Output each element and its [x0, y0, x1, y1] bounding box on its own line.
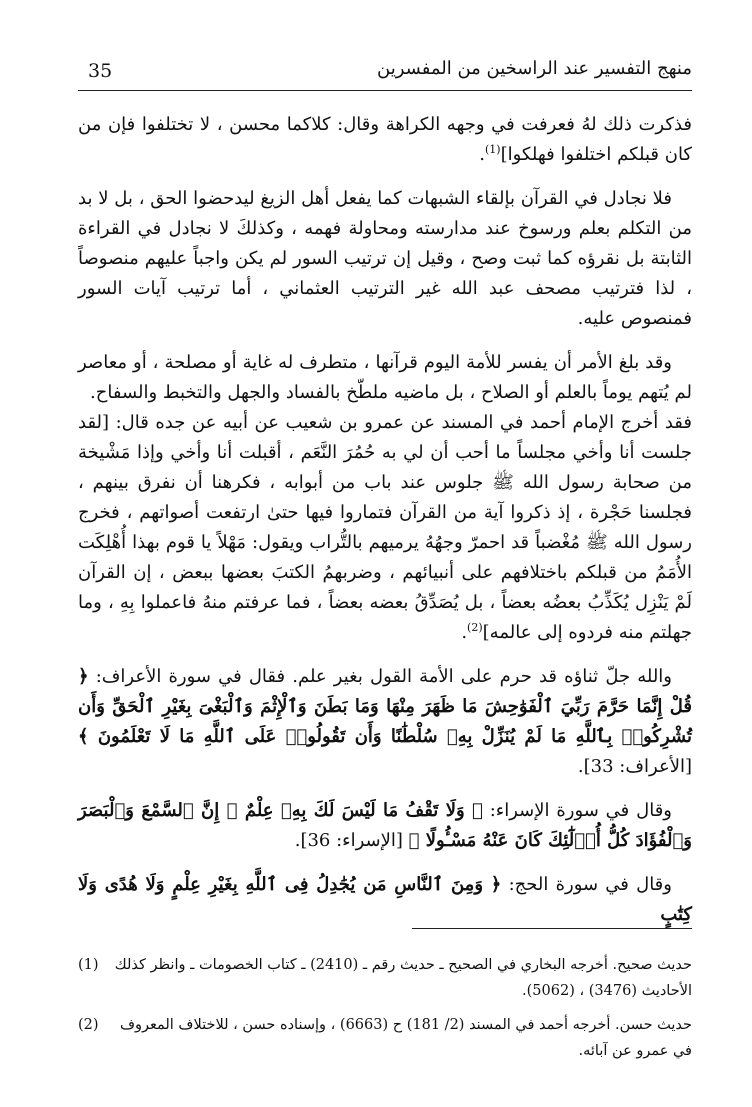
main-text	[78, 110, 692, 944]
paragraph: والله جلّ ثناؤه قد حرم على الأمة القول بغير علم. فقال في سورة الأعراف: ﴿ قُلْ إِنَّمَا حَرَّمَ رَبِّيَ ٱلْفَوَٰحِشَ مَا ظَهَرَ مِنْهَا وَمَا بَطَنَ وَٱلْإِثْمَ وَٱلْبَغْىَ بِغَيْرِ ٱلْحَقِّ وَأَن تُشْرِكُوا۟ بِٱللَّهِ مَا لَمْ يُنَزِّلْ بِهِۦ سُلْطَٰنًا وَأَن تَقُولُوا۟ عَلَى ٱللَّهِ مَا لَا تَعْلَمُونَ ﴾ [الأعراف: 33].	[78, 666, 692, 777]
footnote-separator	[412, 928, 692, 929]
footnote	[78, 1012, 692, 1064]
footnote-ref: (1)	[485, 143, 501, 156]
page-number: 35	[88, 60, 113, 82]
footnote-number: (1)	[78, 957, 99, 973]
quran-verse: ﴿ قُلْ إِنَّمَا حَرَّمَ رَبِّيَ ٱلْفَوَٰحِشَ مَا ظَهَرَ مِنْهَا وَمَا بَطَنَ وَٱلْإِثْمَ وَٱلْبَغْىَ بِغَيْرِ ٱلْحَقِّ وَأَن تُشْرِكُوا۟ بِٱللَّهِ مَا لَمْ يُنَزِّلْ بِهِۦ سُلْطَٰنًا وَأَن تَقُولُوا۟ عَلَى ٱللَّهِ مَا لَا تَعْلَمُونَ ﴾	[78, 666, 692, 747]
quran-verse: ﴿ وَلَا تَقْفُ مَا لَيْسَ لَكَ بِهِۦ عِلْمٌ ۚ إِنَّ ٱلسَّمْعَ وَٱلْبَصَرَ وَٱلْفُؤَادَ كُلُّ أُو۟لَٰٓئِكَ كَانَ عَنْهُ مَسْـُٔولًا ﴾	[78, 800, 692, 851]
footnote-ref: (2)	[467, 621, 483, 634]
footnote-text: حديث حسن. أخرجه أحمد في المسند (2/ 181) ح (6663) ، وإسناده حسن ، للاختلاف المعروف في عمرو عن آبائه.	[119, 1017, 692, 1059]
footnotes	[78, 952, 692, 1072]
paragraph: وقد بلغ الأمر أن يفسر للأمة اليوم قرآنها ، متطرف له غاية أو مصلحة ، أو معاصر لم يُتهم يوماً بالعلم أو الصلاح ، بل ماضيه ملطّخ بالفساد والجهل والتخبط والسفاح.	[78, 352, 692, 403]
running-title: منهج التفسير عند الراسخين من المفسرين	[377, 58, 692, 79]
paragraph: فذكرت ذلك لهُ فعرفت في وجهه الكراهة وقال: كلاكما محسن ، لا تختلفوا فإن من كان قبلكم اختلفوا فهلكوا]$^{(1)}$.	[78, 114, 692, 165]
footnote	[78, 952, 692, 1004]
footnote-text: حديث صحيح. أخرجه البخاري في الصحيح ـ حديث رقم ـ (2410) ـ كتاب الخصومات ـ وانظر كذلك الأحاديث (3476) ، (5062).	[114, 957, 692, 999]
verse-reference: [الإسراء: 36].	[294, 830, 403, 851]
paragraph: وقال في سورة الإسراء: ﴿ وَلَا تَقْفُ مَا لَيْسَ لَكَ بِهِۦ عِلْمٌ ۚ إِنَّ ٱلسَّمْعَ وَٱلْبَصَرَ وَٱلْفُؤَادَ كُلُّ أُو۟لَٰٓئِكَ كَانَ عَنْهُ مَسْـُٔولًا ﴾ [الإسراء: 36].	[78, 800, 692, 851]
quran-verse: ﴿ وَمِنَ ٱلنَّاسِ مَن يُجَٰدِلُ فِى ٱللَّهِ بِغَيْرِ عِلْمٍ وَلَا هُدًى وَلَا كِتَٰبٍ	[78, 874, 692, 925]
paragraph: فلا نجادل في القرآن بإلقاء الشبهات كما يفعل أهل الزيغ ليدحضوا الحق ، بل لا بد من التكلم بعلم ورسوخ عند مدارسته ومحاولة فهمه ، وكذلكَ لا نجادل في القراءة الثابتة بل نقرؤه كما ثبت وصح ، وقيل إن ترتيب السور لم يكن واجباً عليهم منصوصاً ، لذا فترتيب مصحف عبد الله غير الترتيب العثماني ، أما ترتيب آيات السور فمنصوص عليه.	[78, 188, 692, 329]
paragraph: وقال في سورة الحج: ﴿ وَمِنَ ٱلنَّاسِ مَن يُجَٰدِلُ فِى ٱللَّهِ بِغَيْرِ عِلْمٍ وَلَا هُدًى وَلَا كِتَٰبٍ	[78, 874, 692, 925]
paragraph: فقد أخرج الإمام أحمد في المسند عن عمرو بن شعيب عن أبيه عن جده قال: [لقد جلست أنا وأخي مجلساً ما أحب أن لي به حُمُرَ النَّعَم ، أقبلت أنا وأخي وإذا مَشْيخة من صحابة رسول الله ﷺ جلوس عند باب من أبوابه ، فكرهنا أن نفرق بينهم ، فجلسنا حَجْرة ، إذ ذكروا آية من القرآن فتماروا فيها حتىٰ ارتفعت أصواتهم ، فخرج رسول الله ﷺ مُغْضباً قد احمرّ وجهُهُ يرميهم بالتُّراب ويقول: مَهْلاً يا قوم بهذا أُهْلِكَت الأُمَمُ من قبلكم باختلافهم على أنبيائهم ، وضربهمُ الكتبَ بعضها ببعض ، إن القرآن لَمْ يَنْزِل يُكَذِّبُ بعضُه بعضاً ، بل يُصَدِّقُ بعضه بعضاً ، فما عرفتم منهُ فاعملوا بِهِ ، وما جهلتم منه فردوه إلى عالمه]$^{(2)}$.	[78, 412, 692, 643]
page-header	[78, 56, 692, 91]
footnote-number: (2)	[78, 1017, 99, 1033]
verse-reference: [الأعراف: 33].	[577, 756, 692, 777]
